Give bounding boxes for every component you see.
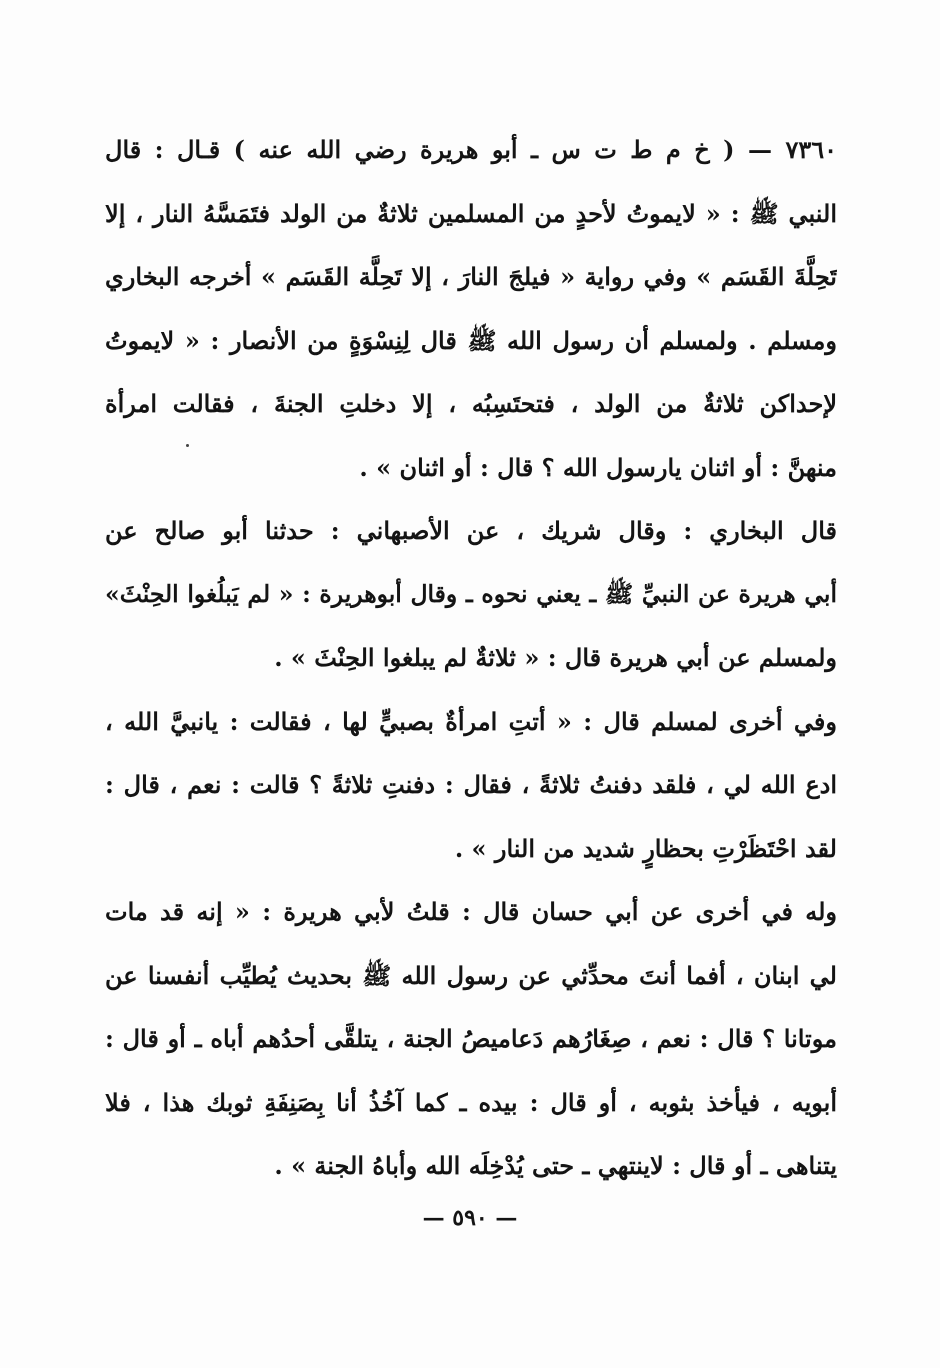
text-line: ومسلم . ولمسلم أن رسول الله ﷺ قال لِنِسْوَةٍ من الأنصار : « لايموتُ bbox=[105, 325, 837, 355]
text-line: أبويه ، فيأخذ بثوبه ، أو قال : بيده ـ كما آخُذُ أنا بِصَنِفَةِ ثوبك هذا ، فلا bbox=[105, 1087, 837, 1117]
page-number: — ٥٩٠ — bbox=[422, 1205, 518, 1231]
paragraph-hadith-7360 bbox=[105, 118, 837, 499]
text-line: ولمسلم عن أبي هريرة قال : « ثلاثةٌ لم يبلغوا الحِنْثَ » . bbox=[274, 643, 837, 672]
text-line: أبي هريرة عن النبيِّ ﷺ ـ يعني نحوه ـ وقال أبوهريرة : « لم يَبلُغوا الحِنْثَ» bbox=[105, 579, 837, 608]
text-line: ٧٣٦٠ — ( خ م ط ت س ـ أبو هريرة رضي الله عنه ) قـال : قال bbox=[105, 135, 837, 164]
paragraph-bukhari-note bbox=[105, 499, 837, 690]
text-line: ادع الله لي ، فلقد دفنتُ ثلاثةً ، فقال : دفنتِ ثلاثةً ؟ قالت : نعم ، قال : bbox=[105, 770, 837, 799]
text-line: وفي أخرى لمسلم قال : « أتتِ امرأةٌ بصبيٍّ لها ، فقالت : يانبيَّ الله ، bbox=[105, 706, 837, 736]
scan-speck bbox=[186, 444, 189, 447]
text-line: وله في أخرى عن أبي حسان قال : قلتُ لأبي هريرة : « إنه قد مات bbox=[105, 897, 837, 926]
hadith-text bbox=[105, 118, 837, 1198]
text-line: يتناهى ـ أو قال : لاينتهي ـ حتى يُدْخِلَه الله وأباهُ الجنة » . bbox=[274, 1151, 837, 1180]
paragraph-abu-hassan bbox=[105, 880, 837, 1198]
text-line: لقد احْتَظَرْتِ بحظارٍ شديد من النار » . bbox=[454, 833, 837, 863]
text-line: قال البخاري : وقال شريك ، عن الأصبهاني : حدثنا أبو صالح عن bbox=[105, 516, 837, 545]
text-line: موتانا ؟ قال : نعم ، صِغَارُهم دَعاميصُ الجنة ، يتلقَّى أحدُهم أباه ـ أو قال : bbox=[105, 1024, 837, 1053]
text-line: لإحداكن ثلاثةٌ من الولد ، فتحتَسِبُه ، إلا دخلتِ الجنةَ ، فقالت امرأة bbox=[105, 389, 837, 418]
text-line: تَحِلَّةَ القَسَم » وفي رواية « فيلجَ النارَ ، إلا تَحِلَّة القَسَم » أخرجه البخاري bbox=[105, 262, 837, 291]
text-line: النبي ﷺ : « لايموتُ لأحدٍ من المسلمين ثلاثةٌ من الولد فتَمَسَّهُ النار ، إلا bbox=[105, 198, 837, 228]
paragraph-muslim-variant bbox=[105, 690, 837, 881]
text-line: منهنَّ : أو اثنان يارسول الله ؟ قال : أو اثنان » . bbox=[359, 452, 837, 482]
text-line: لي ابنان ، أفما أنتَ محدِّثي عن رسول الله ﷺ بحديث يُطيِّب أنفسنا عن bbox=[105, 960, 837, 990]
